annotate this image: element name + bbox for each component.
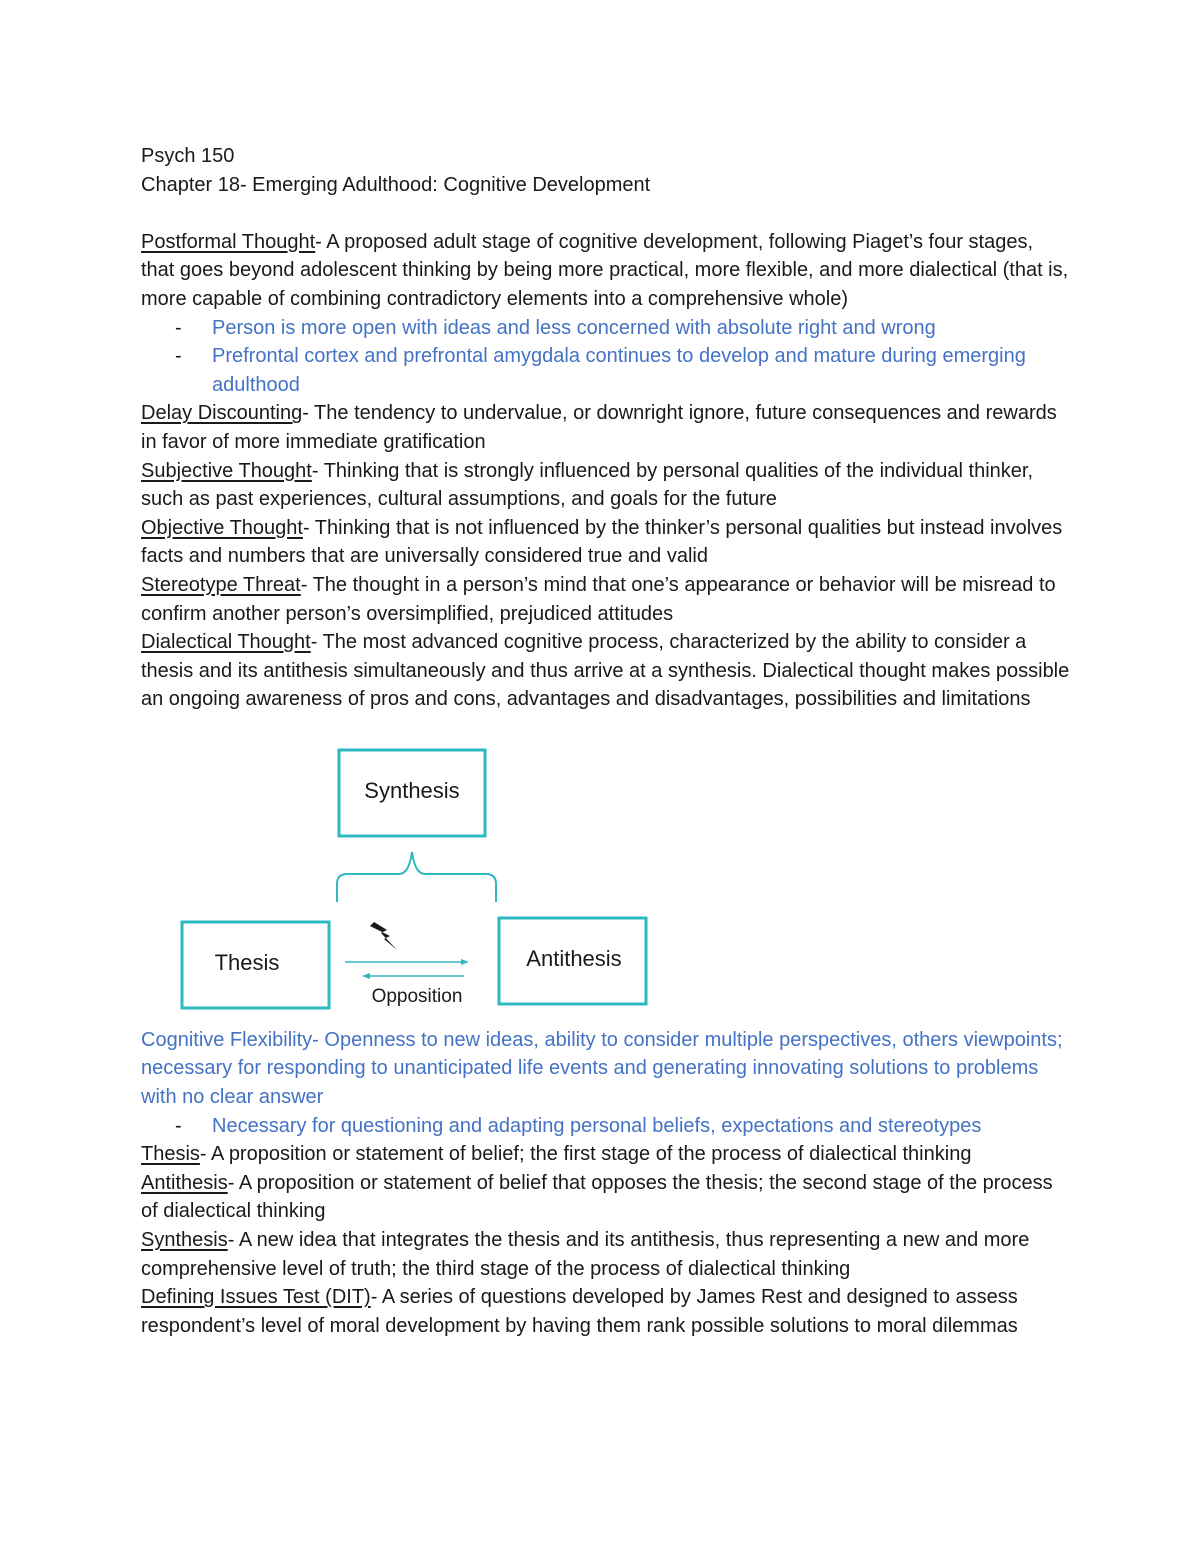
synthesis-label: Synthesis: [364, 777, 460, 803]
definition-thesis: Thesis- A proposition or statement of belief; the first stage of the process of dialectical thinking: [141, 1143, 972, 1166]
definition-synthesis: Synthesis- A new idea that integrates the thesis and its antithesis, thus representing a new and more comprehensive level of truth; the third stage of the process of dialectical thinking: [141, 1229, 1030, 1280]
lightning-icon: [370, 922, 397, 950]
term-stereotype-threat: Stereotype Threat: [141, 573, 301, 596]
course-title: Psych 150: [141, 145, 235, 167]
term-dit: Defining Issues Test (DIT): [141, 1286, 371, 1309]
definition-subjective-thought: Subjective Thought- Thinking that is strongly influenced by personal qualities of the individual thinker, such as past experiences, cultural assumptions, and goals for the future: [141, 459, 1034, 511]
dialectic-diagram-svg: [141, 724, 1071, 1022]
term-delay-discounting: Delay Discounting: [141, 402, 303, 425]
definition-objective-thought: Objective Thought- Thinking that is not influenced by the thinker’s personal qualities but instead involves facts and numbers that are universally considered true and valid: [141, 516, 1063, 568]
chapter-title: Chapter 18- Emerging Adulthood: Cognitive Development: [141, 173, 651, 196]
bullet-item: - Person is more open with ideas and less concerned with absolute right and wrong: [175, 316, 936, 339]
term-objective-thought: Objective Thought: [141, 516, 303, 539]
def-postformal: - A proposed adult stage of cognitive development, following Piaget’s four stages, that goes beyond adolescent thinking by being more practical, more flexible, and more dialectical (that is, more capable of combining contradictory elements into a comprehensive whole): [141, 230, 1069, 310]
bracket-connector: [337, 852, 496, 902]
dialectic-diagram: [141, 724, 1071, 1022]
term-antithesis: Antithesis: [141, 1171, 228, 1194]
term-subjective-thought: Subjective Thought: [141, 459, 312, 482]
antithesis-label: Antithesis: [526, 945, 622, 971]
term-synthesis: Synthesis: [141, 1229, 228, 1252]
spacer: [141, 199, 1071, 228]
definition-postformal: [141, 228, 1071, 314]
definition-cognitive-flexibility: Cognitive Flexibility- Openness to new ideas, ability to consider multiple perspectives, others viewpoints; necessary for responding to unanticipated life events and generating innovating solutions to problems with no clear answer: [141, 1028, 1063, 1109]
definition-dialectical-thought: Dialectical Thought- The most advanced cognitive process, characterized by the ability to consider a thesis and its antithesis simultaneously and thus arrive at a synthesis. Dialectical thought makes possible an ongoing awareness of pros and cons, advantages and disadvantages, possibilities and limitations: [141, 631, 1070, 711]
definition-stereotype-threat: Stereotype Threat- The thought in a person’s mind that one’s appearance or behavior will be misread to confirm another person’s oversimplified, prejudiced attitudes: [141, 573, 1056, 625]
definition-antithesis: Antithesis- A proposition or statement of belief that opposes the thesis; the second stage of the process of dialectical thinking: [141, 1171, 1053, 1223]
term-postformal: Postformal Thought: [141, 230, 316, 253]
term-thesis: Thesis: [141, 1143, 200, 1166]
bullet-item: - Necessary for questioning and adapting personal beliefs, expectations and stereotypes: [175, 1114, 982, 1137]
document-page: [141, 142, 1071, 1340]
bullet-item: - Prefrontal cortex and prefrontal amygdala continues to develop and mature during emerging adulthood: [175, 345, 1026, 396]
definition-delay-discounting: Delay Discounting- The tendency to undervalue, or downright ignore, future consequences and rewards in favor of more immediate gratification: [141, 402, 1057, 453]
opposition-label: Opposition: [371, 985, 463, 1007]
term-dialectical-thought: Dialectical Thought: [141, 631, 311, 654]
definition-dit: Defining Issues Test (DIT)- A series of questions developed by James Rest and designed to assess respondent’s level of moral development by having them rank possible solutions to moral dilemmas: [141, 1286, 1018, 1337]
thesis-label: Thesis: [214, 949, 280, 975]
